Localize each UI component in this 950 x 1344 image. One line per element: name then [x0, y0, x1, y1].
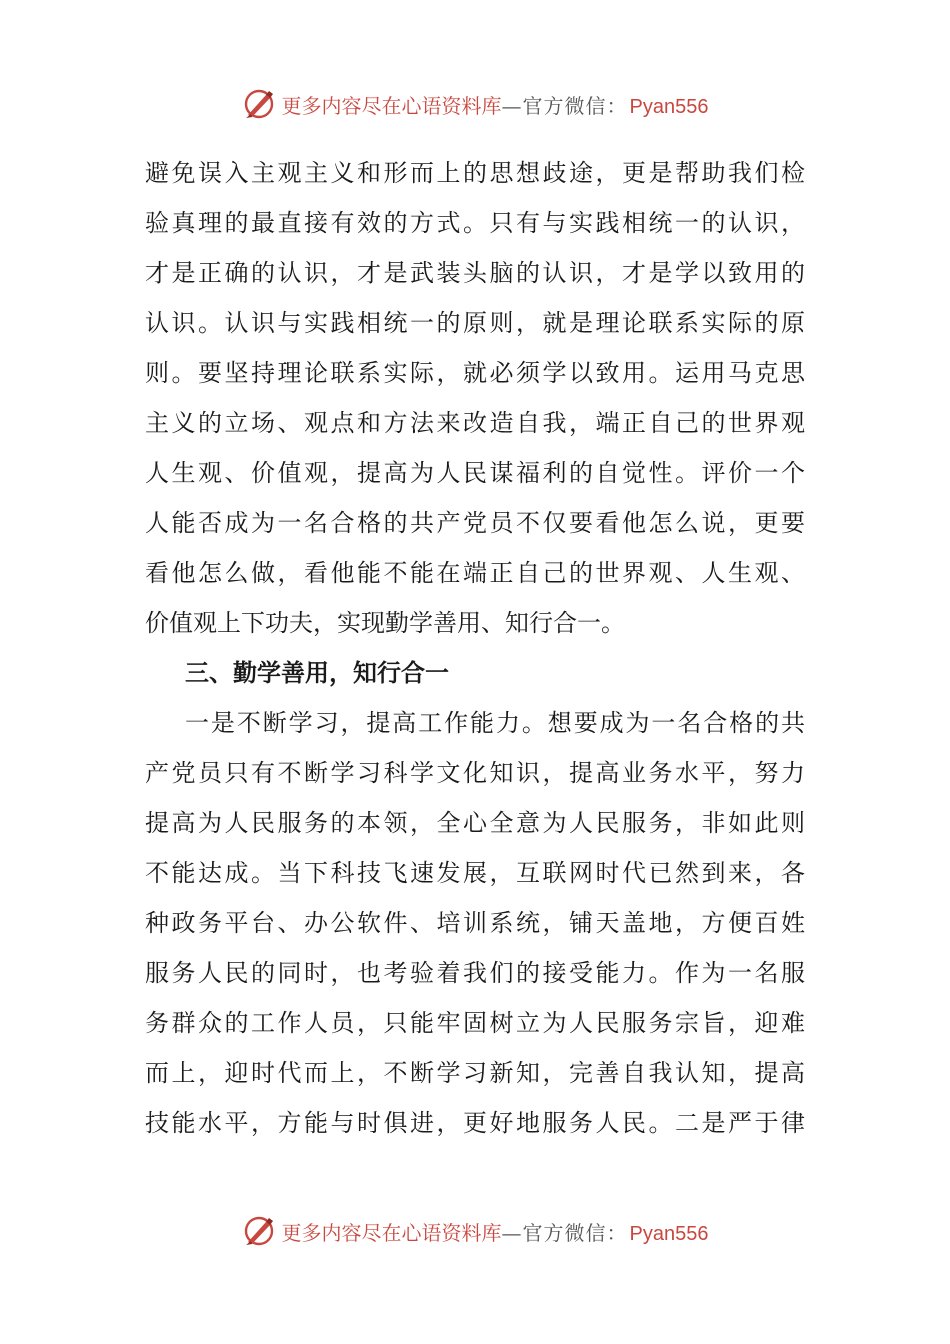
text-line: 提高为人民服务的本领，全心全意为人民服务，非如此则	[145, 809, 805, 837]
watermark-wechat-id: Pyan556	[629, 95, 709, 118]
header-watermark	[0, 84, 950, 124]
text-line: 服务人民的同时，也考验着我们的接受能力。作为一名服	[145, 959, 805, 987]
document-body	[145, 148, 805, 1148]
text-line: 人生观、价值观，提高为人民谋福利的自觉性。评价一个	[145, 459, 805, 487]
text-line: 一是不断学习，提高工作能力。想要成为一名合格的共	[185, 709, 805, 737]
text-line: 避免误入主观主义和形而上的思想歧途，更是帮助我们检	[145, 159, 805, 187]
text-line: 验真理的最直接有效的方式。只有与实践相统一的认识，	[145, 209, 805, 237]
watermark-separator: —官方微信：	[501, 93, 628, 118]
text-line: 看他怎么做，看他能不能在端正自己的世界观、人生观、	[145, 559, 805, 587]
watermark-text: 更多内容尽在心语资料库	[281, 93, 502, 118]
text-line: 务群众的工作人员，只能牢固树立为人民服务宗旨，迎难	[145, 1009, 805, 1037]
watermark-wechat-id: Pyan556	[629, 1222, 709, 1245]
text-line: 则。要坚持理论联系实际，就必须学以致用。运用马克思	[145, 359, 805, 387]
text-line: 而上，迎时代而上，不断学习新知，完善自我认知，提高	[145, 1059, 805, 1087]
text-line: 才是正确的认识，才是武装头脑的认识，才是学以致用的	[145, 259, 805, 287]
text-line: 认识。认识与实践相统一的原则，就是理论联系实际的原	[145, 309, 805, 337]
text-line: 种政务平台、办公软件、培训系统，铺天盖地，方便百姓	[145, 909, 805, 937]
text-line: 技能水平，方能与时俱进，更好地服务人民。二是严于律	[145, 1109, 805, 1137]
text-line: 主义的立场、观点和方法来改造自我，端正自己的世界观	[145, 409, 805, 437]
pen-logo-icon	[242, 1214, 276, 1248]
text-line: 不能达成。当下科技飞速发展，互联网时代已然到来，各	[145, 859, 805, 887]
text-line: 价值观上下功夫，实现勤学善用、知行合一。	[145, 609, 625, 637]
watermark-separator: —官方微信：	[501, 1220, 628, 1245]
section-heading: 三、勤学善用，知行合一	[185, 659, 449, 687]
text-line: 人能否成为一名合格的共产党员不仅要看他怎么说，更要	[145, 509, 805, 537]
footer-watermark	[0, 1211, 950, 1251]
text-line: 产党员只有不断学习科学文化知识，提高业务水平，努力	[145, 759, 805, 787]
pen-logo-icon	[242, 87, 276, 121]
watermark-text: 更多内容尽在心语资料库	[281, 1220, 502, 1245]
